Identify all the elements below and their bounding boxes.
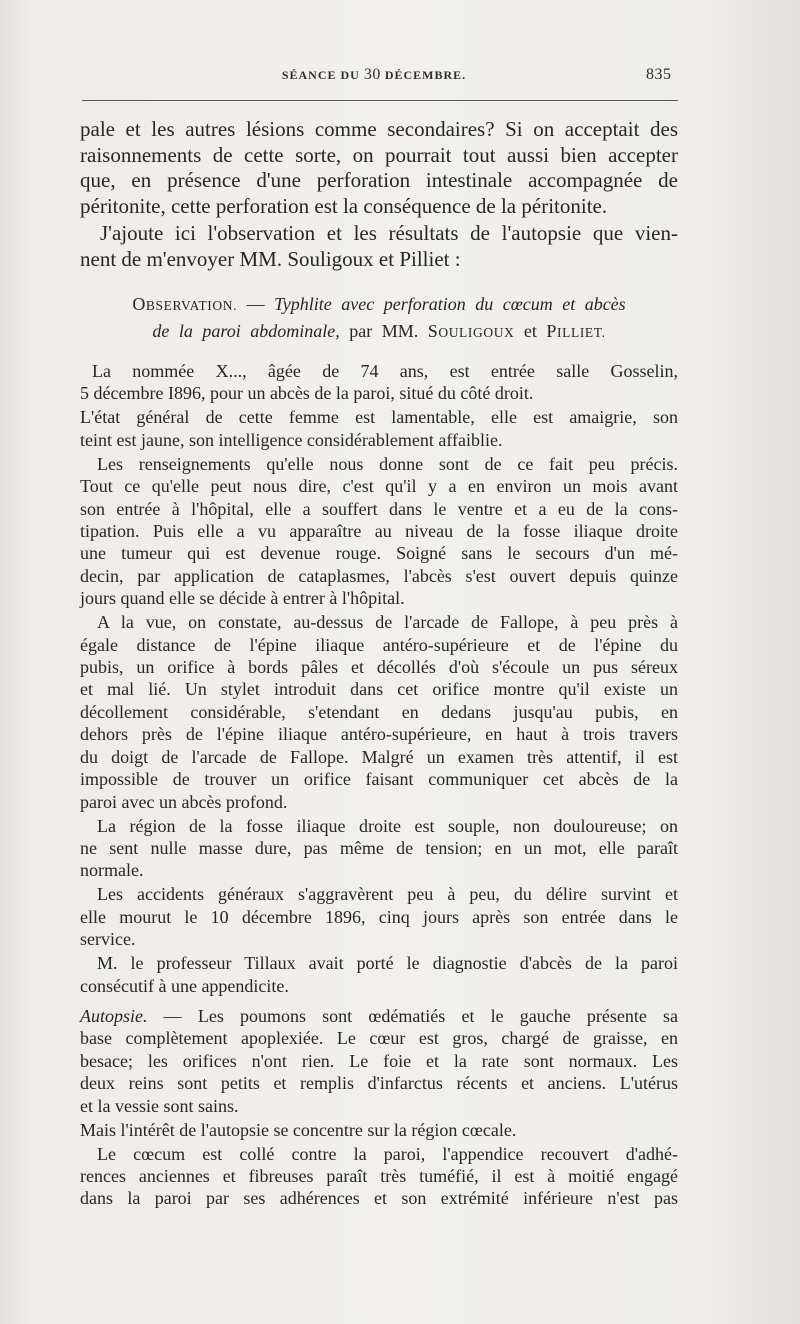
text-run: Les poumons sont œdématiés et le gauche présente sa (197, 1006, 679, 1026)
author-name: SOULIGOUX (427, 320, 515, 341)
observation-title-continued: de la paroi abdominale, (152, 320, 340, 341)
paragraph (80, 117, 678, 219)
author-name: PILLIET. (546, 320, 606, 341)
text-line: décollement considérable, s'etendant en dedans jusqu'au pubis, en (80, 701, 678, 722)
paragraph (80, 952, 678, 997)
text-line: Les accidents généraux s'aggravèrent peu à peu, du délire survint et (97, 884, 678, 905)
observation-title: Typhlite avec perforation du cœcum et abcès (274, 294, 626, 314)
text-line: pale et les autres lésions comme secondaires? Si on acceptait des (80, 117, 678, 141)
running-title-suffix: DÉCEMBRE. (384, 68, 467, 82)
text-line: besace; les orifices n'ont rien. Le foie et la rate sont normaux. Les (80, 1050, 678, 1071)
text-line: teint est jaune, son intelligence considérablement affaiblie. (80, 429, 503, 450)
text-line: consécutif à une appendicite. (80, 975, 289, 996)
paragraph (80, 453, 678, 610)
text-line: et la vessie sont sains. (80, 1095, 239, 1116)
text-line: du doigt de l'arcade de Fallope. Malgré un examen très attentif, il est (80, 746, 678, 767)
text-line: dans la paroi par ses adhérences et son extrémité inférieure n'est pas (80, 1188, 678, 1209)
heading-dash: — (246, 294, 265, 314)
paragraph (80, 815, 678, 882)
text-line: raisonnements de cette sorte, on pourrait tout aussi bien accepter (80, 142, 678, 167)
text-line: nent de m'envoyer MM. Souligoux et Pilliet : (80, 246, 461, 271)
text-line: péritonite, cette perforation est la conséquence de la péritonite. (80, 193, 608, 218)
text-line: rences anciennes et fibreuses paraît très tuméfié, il est à moitié engagé (80, 1166, 678, 1187)
paragraph (80, 611, 678, 813)
text-line: decin, par application de cataplasmes, l'abcès s'est ouvert depuis quinze (80, 565, 678, 586)
byline-conjunction: et (523, 320, 537, 341)
autopsy-dash: — (163, 1006, 182, 1026)
autopsy-label: Autopsie. (80, 1006, 148, 1026)
text-line: Le cœcum est collé contre la paroi, l'appendice recouvert d'adhé- (97, 1143, 678, 1164)
text-line: et mal lié. Un stylet introduit dans cet orifice montre qu'il existe un (80, 679, 678, 700)
text-line: La région de la fosse iliaque droite est souple, non douloureuse; on (97, 815, 678, 836)
text-line: Les renseignements qu'elle nous donne sont de ce fait peu précis. (97, 453, 678, 474)
paragraph (80, 406, 678, 451)
running-title-day: 30 (363, 66, 381, 83)
page-number: 835 (646, 66, 672, 83)
observation-label: OBSERVATION. (132, 294, 238, 314)
text-line: 5 décembre I896, pour un abcès de la paroi, situé du côté droit. (80, 383, 534, 404)
text-line: A la vue, on constate, au-dessus de l'arcade de Fallope, à peu près à (97, 612, 678, 633)
paragraph (80, 1143, 678, 1210)
text-line: ne sent nulle masse dure, pas même de tension; en un mot, elle paraît (80, 837, 678, 858)
text-line: J'ajoute ici l'observation et les résultats de l'autopsie que vien- (100, 220, 678, 245)
paragraph (80, 1005, 678, 1117)
text-line: jours quand elle se décide à entrer à l'hôpital. (80, 588, 405, 609)
text-line: L'état général de cette femme est lamentable, elle est amaigrie, son (80, 407, 678, 428)
text-line: base complètement apoplexiée. Le cœur est gros, chargé de graisse, en (80, 1028, 678, 1049)
observation-heading (80, 292, 678, 345)
running-title-prefix: SÉANCE DU (281, 68, 360, 82)
text-line: M. le professeur Tillaux avait porté le diagnostie d'abcès de la paroi (97, 953, 678, 974)
paragraph (80, 1119, 678, 1141)
running-title (268, 63, 480, 87)
text-line: La nommée X..., âgée de 74 ans, est entrée salle Gosselin, (92, 361, 678, 381)
byline-prefix: par MM. (349, 320, 419, 341)
text-line: elle mourut le 10 décembre 1896, cinq jours après son entrée dans le (80, 906, 678, 927)
text-line: normale. (80, 860, 144, 881)
text-line: son entrée à l'hôpital, elle a souffert dans le ventre et a eu de la cons- (80, 498, 678, 519)
paragraph (80, 883, 678, 950)
text-line: Mais l'intérêt de l'autopsie se concentre sur la région cœcale. (80, 1119, 517, 1140)
text-line: impossible de trouver un orifice faisant communiquer cet abcès de la (80, 769, 678, 790)
text-line: service. (80, 929, 136, 950)
text-line: deux reins sont petits et remplis d'infarctus récents et anciens. L'utérus (80, 1073, 678, 1094)
intro-text (80, 117, 678, 272)
text-line: dehors près de l'épine iliaque antéro-supérieure, en haut à trois travers (80, 724, 678, 745)
text-line: tipation. Puis elle a vu apparaître au niveau de la fosse iliaque droite (80, 521, 678, 542)
autopsy-section (80, 1005, 678, 1210)
text-line: que, en présence d'une perforation intestinale accompagnée de (80, 168, 678, 193)
text-line: une tumeur qui est devenue rouge. Soigné sans le secours d'un mé- (80, 543, 678, 564)
text-line: paroi avec un abcès profond. (80, 791, 288, 812)
observation-heading-line (80, 292, 678, 319)
text-line: Tout ce qu'elle peut nous dire, c'est qu'il y a en environ un mois avant (80, 476, 678, 497)
text-line: pubis, un orifice à bords pâles et décollés d'où s'écoule un pus séreux (80, 657, 678, 678)
text-line: égale distance de l'épine iliaque antéro-supérieure et de l'épine du (80, 634, 678, 655)
text-line (80, 1005, 678, 1027)
header-rule (82, 100, 678, 101)
paragraph (80, 360, 678, 405)
paragraph (80, 221, 678, 272)
observation-heading-line (80, 319, 678, 346)
observation-body (80, 360, 678, 997)
